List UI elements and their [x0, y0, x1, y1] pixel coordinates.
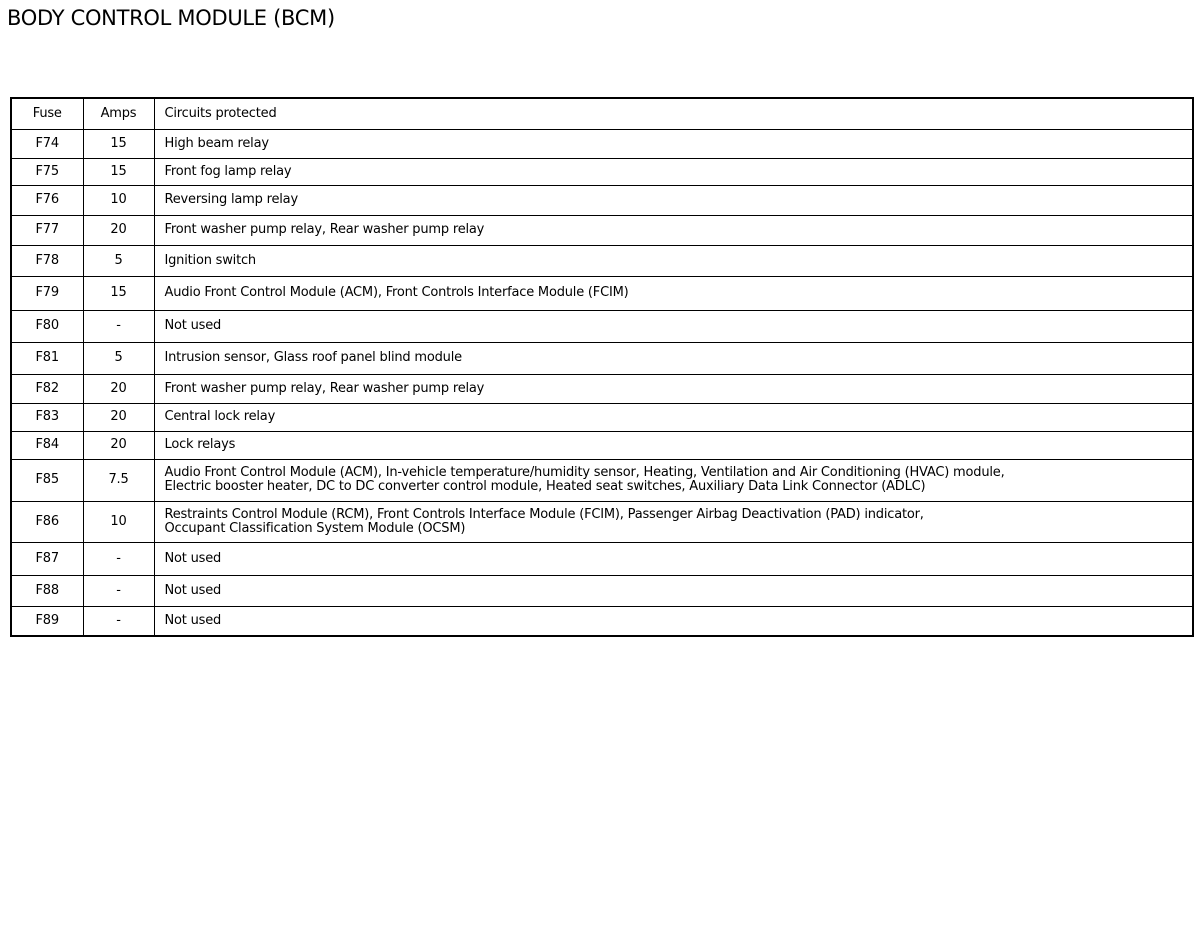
- table-row: [11, 158, 1193, 185]
- table-row: [11, 342, 1193, 374]
- table-row: [11, 276, 1193, 310]
- table-row: [11, 501, 1193, 542]
- circuits-cell: High beam relay: [154, 129, 1193, 158]
- amps-cell: -: [83, 310, 154, 342]
- fuse-cell: F81: [11, 342, 83, 374]
- amps-cell: 5: [83, 342, 154, 374]
- amps-cell: 15: [83, 129, 154, 158]
- fuse-cell: F82: [11, 374, 83, 403]
- fuse-cell: F83: [11, 403, 83, 431]
- table-row: [11, 542, 1193, 575]
- table-row: [11, 215, 1193, 245]
- circuits-cell: Lock relays: [154, 431, 1193, 459]
- amps-cell: 20: [83, 431, 154, 459]
- amps-cell: 15: [83, 158, 154, 185]
- header-amps: Amps: [83, 98, 154, 129]
- table-row: [11, 374, 1193, 403]
- fuse-cell: F85: [11, 459, 83, 501]
- amps-cell: 20: [83, 215, 154, 245]
- circuits-cell: Not used: [154, 606, 1193, 636]
- table-row: [11, 310, 1193, 342]
- fuse-cell: F89: [11, 606, 83, 636]
- amps-cell: 10: [83, 501, 154, 542]
- circuits-cell: Front washer pump relay, Rear washer pump relay: [154, 374, 1193, 403]
- fuse-cell: F84: [11, 431, 83, 459]
- table-row: [11, 245, 1193, 276]
- circuits-cell: Intrusion sensor, Glass roof panel blind module: [154, 342, 1193, 374]
- table-row: [11, 185, 1193, 215]
- circuits-cell: Audio Front Control Module (ACM), Front Controls Interface Module (FCIM): [154, 276, 1193, 310]
- circuits-cell: Central lock relay: [154, 403, 1193, 431]
- circuits-cell: Reversing lamp relay: [154, 185, 1193, 215]
- amps-cell: 20: [83, 403, 154, 431]
- fuse-cell: F78: [11, 245, 83, 276]
- table-row: [11, 129, 1193, 158]
- table-row: [11, 431, 1193, 459]
- amps-cell: 7.5: [83, 459, 154, 501]
- table-row: [11, 575, 1193, 606]
- fuse-cell: F77: [11, 215, 83, 245]
- circuits-cell: Restraints Control Module (RCM), Front Controls Interface Module (FCIM), Passenger Airbag Deactivation (PAD) indicator, Occupant Classification System Module (OCSM): [154, 501, 1193, 542]
- circuits-cell: Ignition switch: [154, 245, 1193, 276]
- circuits-cell: Front fog lamp relay: [154, 158, 1193, 185]
- circuits-cell: Audio Front Control Module (ACM), In-vehicle temperature/humidity sensor, Heating, Ventilation and Air Conditioning (HVAC) module, Electric booster heater, DC to DC converter control module, Heated seat switches, Auxiliary Data Link Connector (ADLC): [154, 459, 1193, 501]
- fuse-cell: F87: [11, 542, 83, 575]
- fuse-cell: F79: [11, 276, 83, 310]
- circuits-cell: Not used: [154, 542, 1193, 575]
- amps-cell: -: [83, 606, 154, 636]
- page-title: BODY CONTROL MODULE (BCM): [7, 6, 335, 30]
- amps-cell: 20: [83, 374, 154, 403]
- fuse-cell: F76: [11, 185, 83, 215]
- fuse-cell: F86: [11, 501, 83, 542]
- amps-cell: -: [83, 542, 154, 575]
- amps-cell: 5: [83, 245, 154, 276]
- fuse-cell: F80: [11, 310, 83, 342]
- table-header-row: [11, 98, 1193, 129]
- fuse-cell: F74: [11, 129, 83, 158]
- circuits-cell: Front washer pump relay, Rear washer pump relay: [154, 215, 1193, 245]
- amps-cell: 15: [83, 276, 154, 310]
- fuse-cell: F88: [11, 575, 83, 606]
- amps-cell: 10: [83, 185, 154, 215]
- header-fuse: Fuse: [11, 98, 83, 129]
- table-row: [11, 459, 1193, 501]
- circuits-cell: Not used: [154, 310, 1193, 342]
- header-circuits: Circuits protected: [154, 98, 1193, 129]
- fuse-cell: F75: [11, 158, 83, 185]
- amps-cell: -: [83, 575, 154, 606]
- fuse-table: [10, 97, 1194, 637]
- table-row: [11, 606, 1193, 636]
- table-row: [11, 403, 1193, 431]
- circuits-cell: Not used: [154, 575, 1193, 606]
